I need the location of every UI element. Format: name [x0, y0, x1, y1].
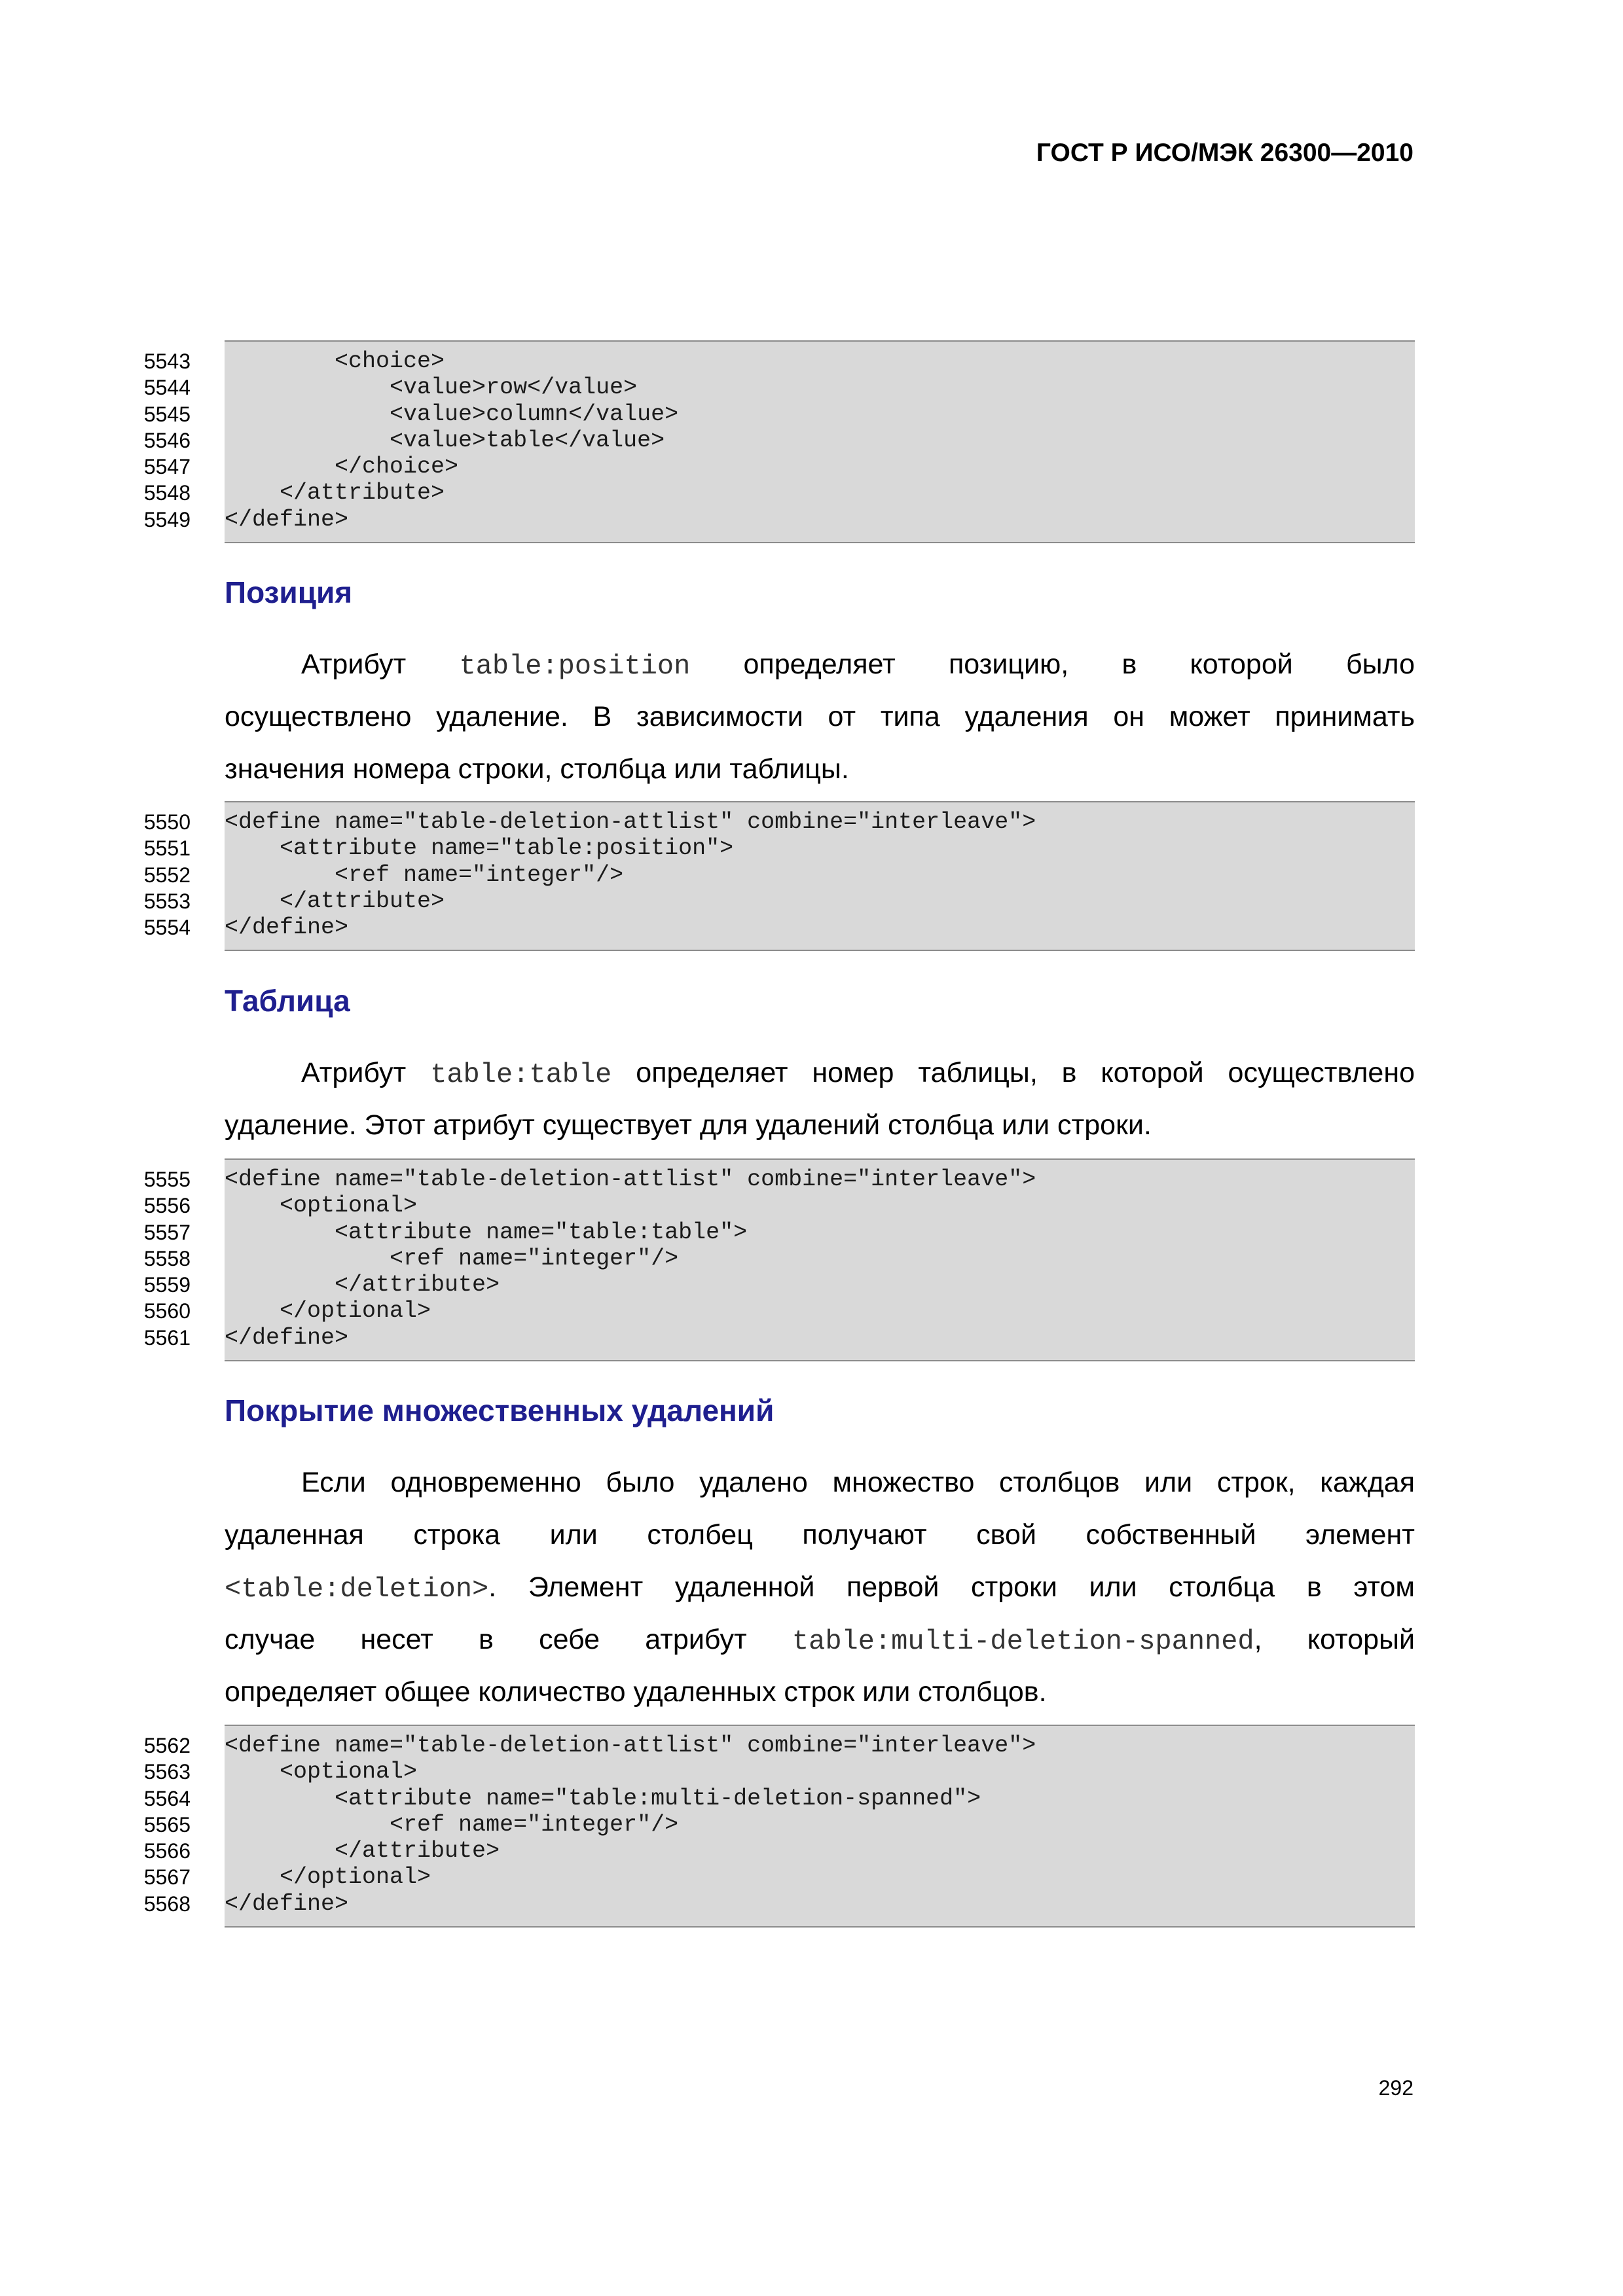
code-line	[143, 374, 1415, 401]
line-number: 5549	[143, 507, 191, 531]
section-heading-position: Позиция	[225, 575, 353, 609]
code-text: </optional>	[225, 1298, 431, 1325]
line-number: 5564	[143, 1786, 191, 1810]
code-text: </attribute>	[225, 888, 445, 914]
code-text: </choice>	[225, 454, 459, 480]
code-text: <define name="table-deletion-attlist" combine="interleave">	[225, 1166, 1036, 1193]
code-text: <ref name="integer"/>	[225, 1245, 679, 1272]
paragraph-line: <table:deletion>. Элемент удаленной первой строки или столбца в этом	[225, 1571, 1415, 1605]
code-text: <ref name="integer"/>	[225, 1811, 679, 1838]
line-number: 5567	[143, 1865, 191, 1890]
code-text: <attribute name="table:table">	[225, 1219, 748, 1246]
page-number: 292	[1378, 2076, 1413, 2100]
line-number: 5558	[143, 1246, 191, 1270]
inline-code: table:position	[459, 651, 691, 682]
code-line	[143, 506, 1415, 533]
code-line	[143, 1838, 1415, 1865]
code-line	[143, 1785, 1415, 1812]
paragraph-line: Атрибут table:table определяет номер таблицы, в которой осуществлено	[301, 1057, 1415, 1090]
paragraph-line: удаление. Этот атрибут существует для удалений столбца или строки.	[225, 1109, 1152, 1141]
paragraph-line: осуществлено удаление. В зависимости от типа удаления он может принимать	[225, 701, 1415, 732]
code-text: </define>	[225, 1890, 349, 1917]
code-line	[143, 1890, 1415, 1917]
document-header: ГОСТ Р ИСО/МЭК 26300—2010	[1036, 139, 1413, 167]
inline-code: <table:deletion>	[225, 1573, 489, 1605]
code-line	[143, 1298, 1415, 1325]
code-line	[143, 480, 1415, 507]
paragraph-line: Атрибут table:position определяет позицию, в которой было	[301, 649, 1415, 682]
code-line	[143, 1272, 1415, 1299]
code-text: <optional>	[225, 1759, 418, 1785]
code-block-multi-deletion	[143, 1725, 1415, 1928]
code-text: <optional>	[225, 1193, 418, 1219]
section-heading-multi-deletion: Покрытие множественных удалений	[225, 1393, 775, 1427]
paragraph-line: Если одновременно было удалено множество столбцов или строк, каждая	[301, 1467, 1415, 1498]
line-number: 5553	[143, 889, 191, 913]
code-line	[143, 348, 1415, 374]
code-text: <define name="table-deletion-attlist" combine="interleave">	[225, 1732, 1036, 1759]
code-line	[143, 888, 1415, 914]
line-number: 5562	[143, 1734, 191, 1757]
code-line	[143, 1759, 1415, 1785]
code-text: <attribute name="table:multi-deletion-spanned">	[225, 1785, 981, 1812]
paragraph-multi-deletion	[225, 1456, 1415, 1718]
code-text: <value>table</value>	[225, 427, 665, 454]
code-line	[143, 1864, 1415, 1891]
paragraph-line: случае несет в себе атрибут table:multi-deletion-spanned, который	[225, 1624, 1415, 1657]
code-block-choice	[143, 340, 1415, 543]
code-text: <define name="table-deletion-attlist" combine="interleave">	[225, 809, 1036, 835]
paragraph-line: удаленная строка или столбец получают свой собственный элемент	[225, 1519, 1415, 1551]
code-text: </attribute>	[225, 480, 445, 507]
line-number: 5563	[143, 1760, 191, 1784]
code-line	[143, 809, 1415, 835]
code-line	[143, 1166, 1415, 1193]
inline-code: table:table	[430, 1059, 612, 1090]
code-block-table	[143, 1158, 1415, 1361]
code-text: <ref name="integer"/>	[225, 861, 624, 888]
line-number: 5551	[143, 836, 191, 861]
line-number: 5560	[143, 1299, 191, 1323]
paragraph-position	[225, 638, 1415, 795]
code-text: </define>	[225, 1324, 349, 1351]
code-line	[143, 835, 1415, 862]
code-text: </attribute>	[225, 1272, 500, 1299]
code-text: <value>row</value>	[225, 374, 638, 401]
line-number: 5554	[143, 916, 191, 940]
line-number: 5557	[143, 1220, 191, 1244]
line-number: 5555	[143, 1168, 191, 1191]
code-line	[143, 1245, 1415, 1272]
code-text: </define>	[225, 914, 349, 941]
line-number: 5550	[143, 810, 191, 834]
code-line	[143, 861, 1415, 888]
line-number: 5545	[143, 402, 191, 426]
code-text: <choice>	[225, 348, 445, 374]
code-line	[143, 1324, 1415, 1351]
code-line	[143, 1193, 1415, 1219]
line-number: 5566	[143, 1839, 191, 1863]
code-line	[143, 1732, 1415, 1759]
line-number: 5559	[143, 1273, 191, 1297]
inline-code: table:multi-deletion-spanned	[792, 1626, 1254, 1657]
code-line	[143, 1219, 1415, 1246]
line-number: 5547	[143, 455, 191, 479]
code-text: </optional>	[225, 1864, 431, 1891]
line-number: 5546	[143, 428, 191, 452]
code-block-position	[143, 801, 1415, 951]
code-text: </define>	[225, 506, 349, 533]
paragraph-line: значения номера строки, столбца или таблицы.	[225, 753, 849, 785]
paragraph-line: определяет общее количество удаленных строк или столбцов.	[225, 1676, 1047, 1708]
code-text: <attribute name="table:position">	[225, 835, 734, 862]
paragraph-table	[225, 1047, 1415, 1151]
code-text: <value>column</value>	[225, 401, 679, 427]
line-number: 5544	[143, 376, 191, 400]
line-number: 5543	[143, 350, 191, 373]
code-line	[143, 914, 1415, 941]
code-line	[143, 454, 1415, 480]
code-line	[143, 427, 1415, 454]
line-number: 5552	[143, 863, 191, 887]
section-heading-table: Таблица	[225, 984, 350, 1018]
line-number: 5556	[143, 1194, 191, 1218]
code-line	[143, 1811, 1415, 1838]
code-text: </attribute>	[225, 1838, 500, 1865]
line-number: 5568	[143, 1892, 191, 1916]
code-line	[143, 401, 1415, 427]
line-number: 5548	[143, 481, 191, 505]
line-number: 5561	[143, 1325, 191, 1350]
line-number: 5565	[143, 1812, 191, 1837]
